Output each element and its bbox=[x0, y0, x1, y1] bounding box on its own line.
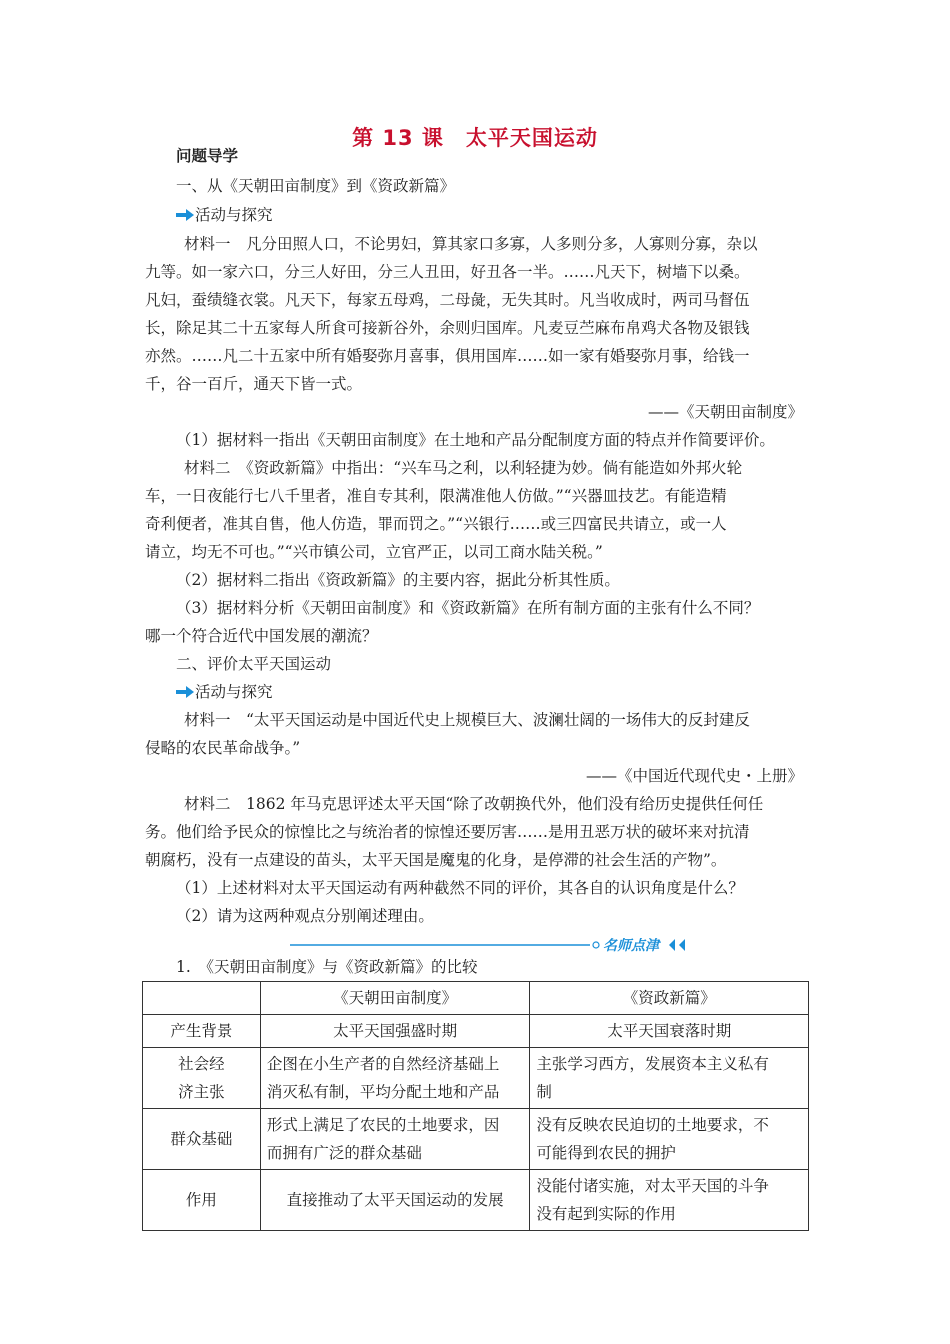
banner-label: 名师点津 bbox=[603, 938, 659, 954]
material-line: 材料二 《资政新篇》中指出：“兴车马之利，以利轻捷为妙。倘有能造如外邦火轮 bbox=[184, 459, 743, 477]
row-label: 群众基础 bbox=[143, 1109, 261, 1170]
material-line: 务。他们给予民众的惊惶比之与统治者的惊惶还要厉害……是用丑恶万状的破坏来对抗清 bbox=[145, 823, 750, 841]
table-cell: 太平天国衰落时期 bbox=[530, 1015, 809, 1048]
material-line: 车，一日夜能行七八千里者，准自专其利，限满准他人仿做。”“兴器皿技艺。有能造精 bbox=[145, 487, 727, 505]
material-line: 请立，均无不可也。”“兴市镇公司，立官严正，以司工商水陆关税。” bbox=[145, 543, 603, 561]
table-row bbox=[143, 1048, 809, 1109]
question-3: （3）据材料分析《天朝田亩制度》和《资政新篇》在所有制方面的主张有什么不同？ bbox=[176, 599, 760, 617]
question-1: （1）据材料一指出《天朝田亩制度》在土地和产品分配制度方面的特点并作简要评价。 bbox=[176, 431, 775, 449]
banner-divider bbox=[290, 934, 690, 956]
part1-heading: 一、从《天朝田亩制度》到《资政新篇》 bbox=[176, 177, 456, 195]
activity-label-1 bbox=[176, 205, 841, 225]
table-cell: 没有反映农民迫切的土地要求，不 可能得到农民的拥护 bbox=[530, 1109, 809, 1170]
row-label: 社会经 济主张 bbox=[143, 1048, 261, 1109]
question-p2-2: （2）请为这两种观点分别阐述理由。 bbox=[176, 907, 434, 925]
material-line: 九等。如一家六口，分三人好田，分三人丑田，好丑各一半。……凡天下，树墙下以桑。 bbox=[145, 263, 750, 281]
material-line: 长，除足其二十五家每人所食可接新谷外，余则归国库。凡麦豆苎麻布帛鸡犬各物及银钱 bbox=[145, 319, 750, 337]
material-line: 材料二 1862 年马克思评述太平天国“除了改朝换代外，他们没有给历史提供任何任 bbox=[184, 795, 764, 813]
question-2: （2）据材料二指出《资政新篇》的主要内容，据此分析其性质。 bbox=[176, 571, 620, 589]
comparison-table bbox=[142, 981, 809, 1231]
material-line: 材料一 凡分田照人口，不论男妇，算其家口多寡，人多则分多，人寡则分寡，杂以 bbox=[184, 235, 758, 253]
table-cell: 太平天国强盛时期 bbox=[260, 1015, 530, 1048]
table-cell: 形式上满足了农民的土地要求，因 而拥有广泛的群众基础 bbox=[260, 1109, 530, 1170]
page-title: 第 13 课 太平天国运动 bbox=[352, 126, 598, 150]
activity-label-text: 活动与探究 bbox=[195, 206, 273, 224]
row-label: 产生背景 bbox=[143, 1015, 261, 1048]
table-row bbox=[143, 1015, 809, 1048]
question-3-cont: 哪一个符合近代中国发展的潮流？ bbox=[145, 627, 378, 645]
activity-label-text: 活动与探究 bbox=[195, 683, 273, 701]
material-line: 材料一 “太平天国运动是中国近代史上规模巨大、波澜壮阔的一场伟大的反封建反 bbox=[184, 711, 750, 729]
material-line: 亦然。……凡二十五家中所有婚娶弥月喜事，俱用国库……如一家有婚娶弥月事，给钱一 bbox=[145, 347, 750, 365]
header-cell bbox=[143, 982, 261, 1015]
activity-label-2 bbox=[176, 682, 841, 702]
header-cell: 《资政新篇》 bbox=[530, 982, 809, 1015]
part2-heading: 二、评价太平天国运动 bbox=[176, 655, 332, 673]
table-cell: 企图在小生产者的自然经济基础上 消灭私有制，平均分配土地和产品 bbox=[260, 1048, 530, 1109]
material-line: 奇利便者，准其自售，他人仿造，罪而罚之。”“兴银行……或三四富民共请立，或一人 bbox=[145, 515, 727, 533]
source-citation: ——《中国近代现代史・上册》 bbox=[585, 767, 803, 785]
table-header-row bbox=[143, 982, 809, 1015]
material-line: 千，谷一百斤，通天下皆一式。 bbox=[145, 375, 363, 393]
material-line: 朝腐朽，没有一点建设的苗头，太平天国是魔鬼的化身，是停滞的社会生活的产物”。 bbox=[145, 851, 727, 869]
source-citation: ——《天朝田亩制度》 bbox=[647, 403, 803, 421]
table-row bbox=[143, 1170, 809, 1231]
section-guide-heading: 问题导学 bbox=[176, 147, 239, 165]
table-cell: 主张学习西方，发展资本主义私有 制 bbox=[530, 1048, 809, 1109]
header-cell: 《天朝田亩制度》 bbox=[260, 982, 530, 1015]
table-cell: 没能付诸实施，对太平天国的斗争 没有起到实际的作用 bbox=[530, 1170, 809, 1231]
arrow-icon bbox=[176, 208, 194, 222]
material-line: 凡妇，蚕绩缝衣裳。凡天下，每家五母鸡，二母彘，无失其时。凡当收成时，两司马督伍 bbox=[145, 291, 750, 309]
arrow-icon bbox=[176, 685, 194, 699]
table-caption: 1. 《天朝田亩制度》与《资政新篇》的比较 bbox=[176, 958, 478, 976]
row-label: 作用 bbox=[143, 1170, 261, 1231]
question-p2-1: （1）上述材料对太平天国运动有两种截然不同的评价，其各自的认识角度是什么？ bbox=[176, 879, 744, 897]
table-row bbox=[143, 1109, 809, 1170]
material-line: 侵略的农民革命战争。” bbox=[145, 739, 301, 757]
table-cell: 直接推动了太平天国运动的发展 bbox=[260, 1170, 530, 1231]
